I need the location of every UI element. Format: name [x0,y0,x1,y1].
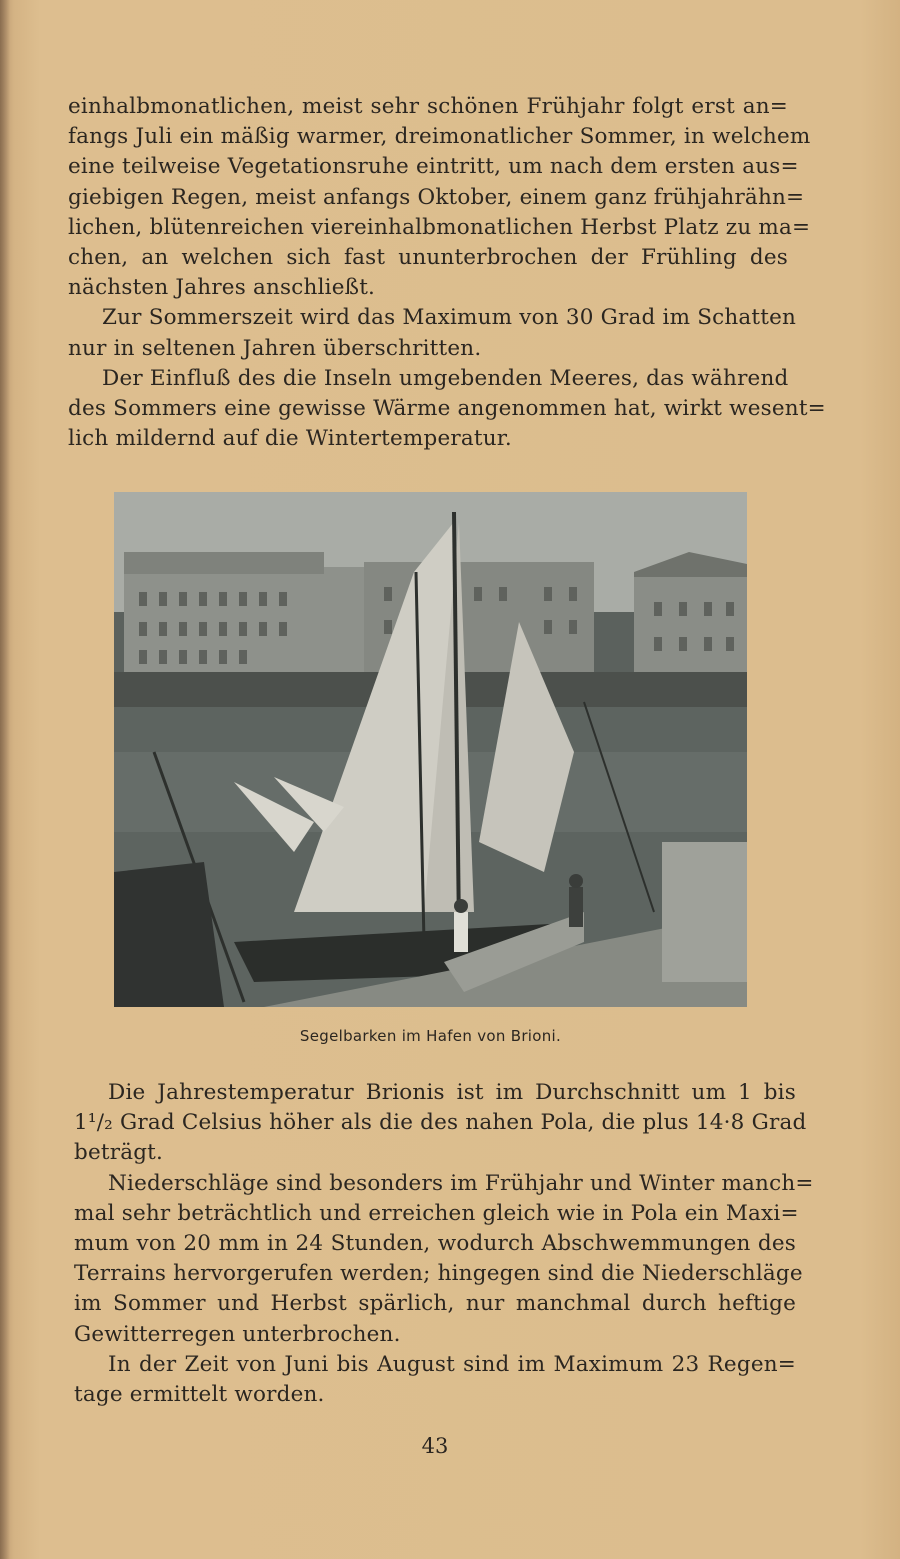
text-line: chen, an welchen sich fast ununterbrochen der Frühling des [68,245,788,271]
text-line: Gewitterregen unterbrochen. [74,1321,401,1347]
figure-caption: Segelbarken im Hafen von Brioni. [299,1027,562,1045]
text-line: In der Zeit von Juni bis August sind im Maximum 23 Regen= [108,1351,796,1377]
text-line: mal sehr beträchtlich und erreichen gleich wie in Pola ein Maxi= [74,1200,799,1226]
text-line: nur in seltenen Jahren überschritten. [68,335,482,361]
text-line: tage ermittelt worden. [74,1382,325,1408]
text-line: nächsten Jahres anschließt. [68,275,376,301]
paragraph-block-bottom [74,1078,814,1410]
text-line: einhalbmonatlichen, meist sehr schönen Frühjahr folgt erst an= [68,94,788,119]
text-line: Der Einfluß des die Inseln umgebenden Meeres, das während [102,365,789,391]
harbor-photo [114,492,747,1007]
text-line: lichen, blütenreichen viereinhalbmonatlichen Herbst Platz zu ma= [68,214,811,240]
text-line: mum von 20 mm in 24 Stunden, wodurch Abschwemmungen des [74,1231,796,1257]
text-line: eine teilweise Vegetationsruhe eintritt, um nach dem ersten aus= [68,154,799,180]
text-line: lich mildernd auf die Wintertemperatur. [68,426,512,452]
text-line: des Sommers eine gewisse Wärme angenommen hat, wirkt wesent= [68,396,826,422]
text-line: fangs Juli ein mäßig warmer, dreimonatlicher Sommer, in welchem [68,124,811,150]
spine-shadow [0,0,10,1559]
text-line: giebigen Regen, meist anfangs Oktober, einem ganz frühjahrähn= [68,184,805,210]
paragraph-block-top [68,92,826,454]
text-line: Niederschläge sind besonders im Frühjahr und Winter manch= [108,1170,814,1196]
page-number: 43 [421,1434,449,1458]
text-line: im Sommer und Herbst spärlich, nur manchmal durch heftige [74,1291,796,1317]
text-line: Die Jahrestemperatur Brionis ist im Durchschnitt um 1 bis [108,1080,796,1105]
text-line: Zur Sommerszeit wird das Maximum von 30 Grad im Schatten [102,305,797,331]
text-line: 1¹/₂ Grad Celsius höher als die des nahen Pola, die plus 14·8 Grad [74,1110,807,1136]
text-line: beträgt. [74,1140,164,1166]
text-line: Terrains hervorgerufen werden; hingegen sind die Niederschläge [74,1261,803,1287]
